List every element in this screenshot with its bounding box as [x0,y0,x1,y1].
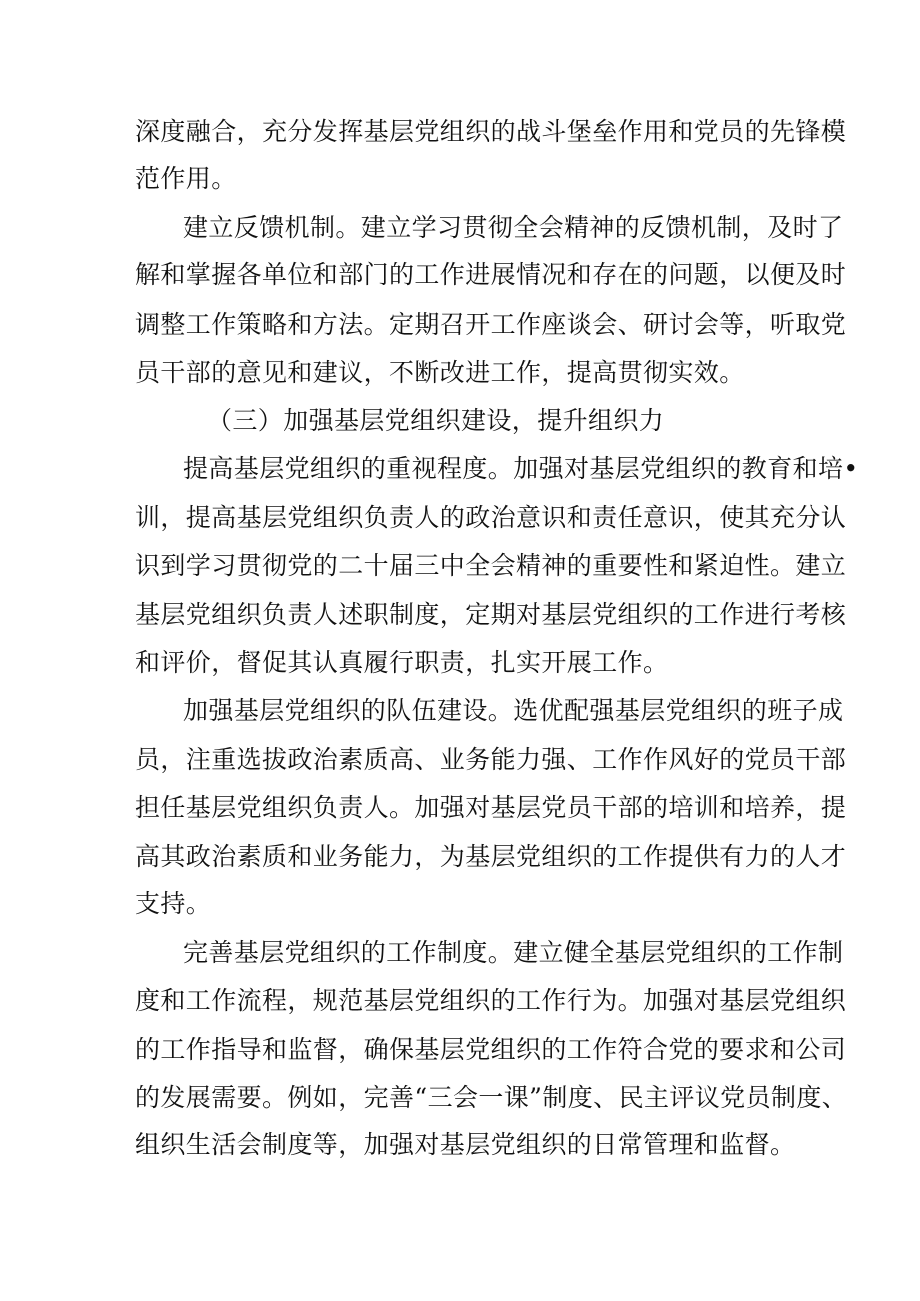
text-line: 基层党组织负责人述职制度，定期对基层党组织的工作进行考核 [135,600,847,629]
text-line: 调整工作策略和方法。定期召开工作座谈会、研讨会等，听取党 [135,310,847,339]
text-line: 担任基层党组织负责人。加强对基层党员干部的培训和培养，提 [135,793,847,822]
paragraph-start: 建立反馈机制。建立学习贯彻全会精神的反馈机制，及时了 [183,213,844,242]
text-line: 员，注重选拔政治素质高、业务能力强、工作作风好的党员干部 [135,745,847,774]
text-line: 度和工作流程，规范基层党组织的工作行为。加强对基层党组织 [135,986,847,1015]
text-line: 范作用。 [135,164,237,193]
section-heading: （三）加强基层党组织建设，提升组织力 [207,406,665,435]
text-line: 高其政治素质和业务能力，为基层党组织的工作提供有力的人才 [135,842,847,871]
paragraph-start: 提高基层党组织的重视程度。加强对基层党组织的教育和培• [183,454,859,483]
text-line: 训，提高基层党组织负责人的政治意识和责任意识，使其充分认 [135,503,847,532]
text-line: 解和掌握各单位和部门的工作进展情况和存在的问题，以便及时 [135,260,847,289]
text-line: 的发展需要。例如，完善“三会一课”制度、民主评议党员制度、 [135,1083,848,1112]
text-line: 和评价，督促其认真履行职责，扎实开展工作。 [135,648,669,677]
text-line: 员干部的意见和建议，不断改进工作，提高贯彻实效。 [135,358,745,387]
paragraph-start: 完善基层党组织的工作制度。建立健全基层党组织的工作制 [183,938,844,967]
text-line: 支持。 [135,889,212,918]
text-line: 深度融合，充分发挥基层党组织的战斗堡垒作用和党员的先锋模 [135,117,847,146]
text-line: 组织生活会制度等，加强对基层党组织的日常管理和监督。 [135,1130,796,1159]
paragraph-start: 加强基层党组织的队伍建设。选优配强基层党组织的班子成 [183,696,844,725]
text-line: 识到学习贯彻党的二十届三中全会精神的重要性和紧迫性。建立 [135,551,847,580]
text-line: 的工作指导和监督，确保基层党组织的工作符合党的要求和公司 [135,1035,847,1064]
